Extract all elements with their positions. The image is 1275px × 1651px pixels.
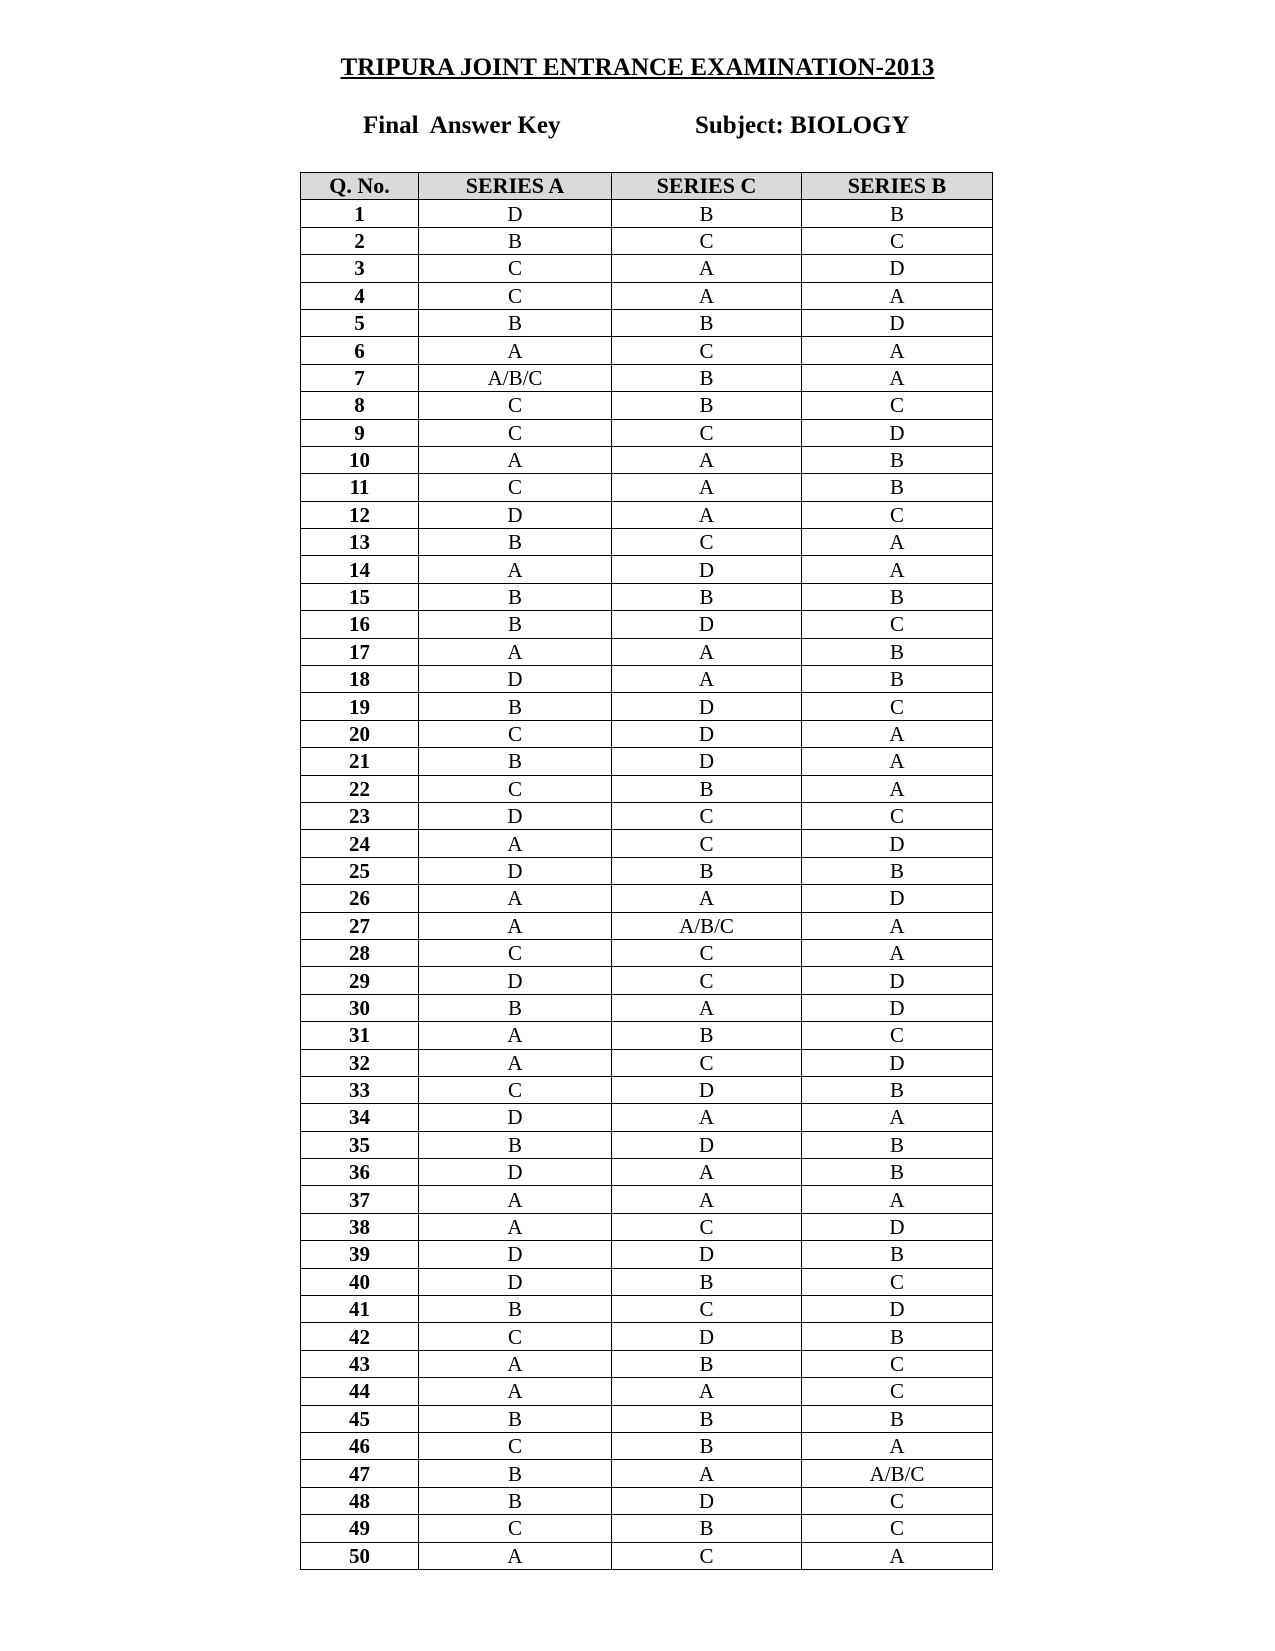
series-c-answer: A [612,1186,802,1213]
table-row [301,1405,993,1432]
series-a-answer: D [419,857,612,884]
series-b-answer: B [802,1076,993,1103]
table-row [301,1296,993,1323]
question-number: 38 [301,1213,419,1240]
table-row [301,967,993,994]
series-a-answer: B [419,529,612,556]
table-row [301,1268,993,1295]
series-a-answer: A [419,446,612,473]
series-a-answer: D [419,200,612,227]
series-a-answer: A [419,337,612,364]
series-a-answer: A [419,1350,612,1377]
series-c-answer: B [612,392,802,419]
series-c-answer: C [612,939,802,966]
series-b-answer: A [802,364,993,391]
table-row [301,474,993,501]
header-series-c: SERIES C [612,173,802,200]
series-a-answer: D [419,1159,612,1186]
series-b-answer: B [802,1323,993,1350]
question-number: 6 [301,337,419,364]
table-row [301,446,993,473]
series-c-answer: D [612,748,802,775]
table-row [301,912,993,939]
question-number: 9 [301,419,419,446]
series-b-answer: A [802,720,993,747]
table-row [301,720,993,747]
table-row [301,1131,993,1158]
series-a-answer: C [419,1076,612,1103]
question-number: 15 [301,583,419,610]
series-b-answer: D [802,885,993,912]
series-b-answer: D [802,994,993,1021]
series-a-answer: A [419,556,612,583]
series-c-answer: A/B/C [612,912,802,939]
series-a-answer: C [419,392,612,419]
question-number: 35 [301,1131,419,1158]
series-b-answer: C [802,1350,993,1377]
header-series-a: SERIES A [419,173,612,200]
series-b-answer: B [802,474,993,501]
series-b-answer: A [802,748,993,775]
series-c-answer: C [612,1296,802,1323]
series-b-answer: A [802,1542,993,1569]
question-number: 10 [301,446,419,473]
table-row [301,282,993,309]
series-c-answer: A [612,666,802,693]
series-c-answer: A [612,638,802,665]
question-number: 31 [301,1022,419,1049]
series-c-answer: C [612,967,802,994]
series-a-answer: B [419,227,612,254]
table-row [301,748,993,775]
series-a-answer: C [419,1323,612,1350]
question-number: 17 [301,638,419,665]
table-row [301,392,993,419]
series-b-answer: B [802,857,993,884]
series-a-answer: A [419,1049,612,1076]
series-c-answer: D [612,1241,802,1268]
series-a-answer: A [419,1186,612,1213]
series-c-answer: A [612,1460,802,1487]
question-number: 16 [301,611,419,638]
series-b-answer: B [802,1159,993,1186]
table-row [301,529,993,556]
question-number: 7 [301,364,419,391]
series-c-answer: D [612,1323,802,1350]
question-number: 12 [301,501,419,528]
table-row [301,501,993,528]
series-c-answer: C [612,1049,802,1076]
series-b-answer: B [802,446,993,473]
series-a-answer: A [419,1542,612,1569]
series-c-answer: C [612,1542,802,1569]
question-number: 41 [301,1296,419,1323]
series-b-answer: C [802,1515,993,1542]
question-number: 50 [301,1542,419,1569]
question-number: 20 [301,720,419,747]
question-number: 8 [301,392,419,419]
table-row [301,200,993,227]
question-number: 29 [301,967,419,994]
series-c-answer: A [612,885,802,912]
series-a-answer: C [419,1515,612,1542]
question-number: 46 [301,1432,419,1459]
question-number: 30 [301,994,419,1021]
table-row [301,419,993,446]
question-number: 23 [301,802,419,829]
table-row [301,1378,993,1405]
series-b-answer: D [802,830,993,857]
series-b-answer: A [802,775,993,802]
series-a-answer: B [419,693,612,720]
series-c-answer: C [612,1213,802,1240]
series-c-answer: D [612,611,802,638]
question-number: 4 [301,282,419,309]
series-c-answer: D [612,556,802,583]
series-b-answer: D [802,255,993,282]
series-b-answer: B [802,1241,993,1268]
series-b-answer: C [802,611,993,638]
table-row [301,1241,993,1268]
table-row [301,1350,993,1377]
series-b-answer: A [802,1432,993,1459]
question-number: 11 [301,474,419,501]
series-c-answer: B [612,364,802,391]
series-c-answer: B [612,1515,802,1542]
series-c-answer: C [612,419,802,446]
table-row [301,994,993,1021]
series-c-answer: A [612,1378,802,1405]
table-row [301,364,993,391]
series-b-answer: B [802,638,993,665]
question-number: 42 [301,1323,419,1350]
series-c-answer: B [612,1268,802,1295]
series-a-answer: C [419,282,612,309]
series-a-answer: D [419,1241,612,1268]
table-row [301,1460,993,1487]
table-row [301,638,993,665]
series-c-answer: B [612,857,802,884]
question-number: 39 [301,1241,419,1268]
table-row [301,337,993,364]
series-a-answer: A [419,638,612,665]
table-row [301,611,993,638]
question-number: 43 [301,1350,419,1377]
subject-label: Subject: BIOLOGY [695,112,910,139]
series-b-answer: D [802,419,993,446]
series-c-answer: C [612,529,802,556]
series-a-answer: B [419,994,612,1021]
series-c-answer: B [612,583,802,610]
series-a-answer: C [419,775,612,802]
series-c-answer: D [612,1487,802,1514]
answer-key-table [300,172,993,1570]
series-b-answer: C [802,1378,993,1405]
series-b-answer: D [802,1049,993,1076]
series-b-answer: B [802,583,993,610]
question-number: 3 [301,255,419,282]
series-c-answer: A [612,1159,802,1186]
answer-key-label: Final Answer Key [363,112,561,139]
series-a-answer: D [419,1268,612,1295]
question-number: 44 [301,1378,419,1405]
question-number: 14 [301,556,419,583]
series-b-answer: A [802,1186,993,1213]
question-number: 33 [301,1076,419,1103]
series-c-answer: A [612,282,802,309]
series-a-answer: D [419,1104,612,1131]
table-row [301,775,993,802]
question-number: 18 [301,666,419,693]
series-b-answer: D [802,967,993,994]
question-number: 40 [301,1268,419,1295]
table-row [301,1515,993,1542]
series-b-answer: B [802,1131,993,1158]
series-c-answer: A [612,446,802,473]
series-b-answer: B [802,200,993,227]
series-c-answer: B [612,1405,802,1432]
series-a-answer: A [419,1213,612,1240]
question-number: 34 [301,1104,419,1131]
series-c-answer: C [612,227,802,254]
series-a-answer: A [419,885,612,912]
question-number: 27 [301,912,419,939]
series-b-answer: A [802,912,993,939]
question-number: 2 [301,227,419,254]
series-a-answer: C [419,1432,612,1459]
series-b-answer: A [802,556,993,583]
document-title: TRIPURA JOINT ENTRANCE EXAMINATION-2013 [340,54,935,81]
series-a-answer: A [419,912,612,939]
question-number: 24 [301,830,419,857]
series-b-answer: A [802,529,993,556]
table-row [301,1542,993,1569]
series-a-answer: B [419,748,612,775]
question-number: 1 [301,200,419,227]
series-b-answer: A [802,1104,993,1131]
series-b-answer: C [802,802,993,829]
series-c-answer: B [612,775,802,802]
series-b-answer: C [802,1487,993,1514]
series-c-answer: C [612,802,802,829]
table-row [301,830,993,857]
series-a-answer: A/B/C [419,364,612,391]
series-b-answer: C [802,227,993,254]
series-c-answer: D [612,1131,802,1158]
series-a-answer: B [419,1405,612,1432]
table-row [301,1022,993,1049]
question-number: 36 [301,1159,419,1186]
table-row [301,227,993,254]
series-b-answer: C [802,693,993,720]
series-a-answer: D [419,501,612,528]
question-number: 47 [301,1460,419,1487]
series-b-answer: D [802,1213,993,1240]
series-a-answer: D [419,802,612,829]
question-number: 49 [301,1515,419,1542]
question-number: 37 [301,1186,419,1213]
series-a-answer: A [419,1022,612,1049]
series-a-answer: B [419,1487,612,1514]
table-row [301,885,993,912]
question-number: 26 [301,885,419,912]
series-a-answer: C [419,419,612,446]
series-b-answer: A [802,337,993,364]
question-number: 21 [301,748,419,775]
table-row [301,583,993,610]
series-a-answer: C [419,720,612,747]
table-row [301,1213,993,1240]
series-b-answer: B [802,1405,993,1432]
question-number: 25 [301,857,419,884]
question-number: 45 [301,1405,419,1432]
series-c-answer: C [612,830,802,857]
table-row [301,693,993,720]
series-c-answer: A [612,255,802,282]
series-a-answer: B [419,1296,612,1323]
table-row [301,309,993,336]
series-a-answer: B [419,309,612,336]
question-number: 48 [301,1487,419,1514]
series-c-answer: D [612,720,802,747]
table-row [301,1323,993,1350]
question-number: 19 [301,693,419,720]
header-qno: Q. No. [301,173,419,200]
question-number: 28 [301,939,419,966]
question-number: 13 [301,529,419,556]
question-number: 32 [301,1049,419,1076]
series-b-answer: C [802,392,993,419]
series-a-answer: C [419,474,612,501]
series-a-answer: C [419,939,612,966]
series-a-answer: A [419,1378,612,1405]
series-b-answer: C [802,1268,993,1295]
series-b-answer: A [802,282,993,309]
series-a-answer: B [419,1131,612,1158]
table-row [301,1076,993,1103]
table-row [301,1104,993,1131]
table-row [301,1049,993,1076]
series-b-answer: C [802,1022,993,1049]
table-row [301,666,993,693]
table-row [301,1159,993,1186]
series-a-answer: C [419,255,612,282]
series-c-answer: B [612,1022,802,1049]
series-c-answer: B [612,200,802,227]
series-b-answer: D [802,1296,993,1323]
table-row [301,857,993,884]
series-a-answer: B [419,1460,612,1487]
table-row [301,939,993,966]
series-a-answer: B [419,611,612,638]
series-b-answer: B [802,666,993,693]
series-c-answer: D [612,1076,802,1103]
table-row [301,556,993,583]
series-b-answer: C [802,501,993,528]
header-series-b: SERIES B [802,173,993,200]
series-a-answer: D [419,666,612,693]
series-a-answer: B [419,583,612,610]
series-c-answer: B [612,1432,802,1459]
series-a-answer: D [419,967,612,994]
series-c-answer: B [612,1350,802,1377]
series-c-answer: B [612,309,802,336]
series-b-answer: A [802,939,993,966]
question-number: 5 [301,309,419,336]
table-row [301,1432,993,1459]
table-header-row [301,173,993,200]
series-c-answer: A [612,501,802,528]
table-row [301,1186,993,1213]
series-a-answer: A [419,830,612,857]
series-c-answer: A [612,474,802,501]
series-c-answer: A [612,1104,802,1131]
series-b-answer: D [802,309,993,336]
question-number: 22 [301,775,419,802]
table-row [301,255,993,282]
series-c-answer: D [612,693,802,720]
table-row [301,1487,993,1514]
answer-rows [301,200,993,1570]
series-c-answer: C [612,337,802,364]
table-row [301,802,993,829]
series-b-answer: A/B/C [802,1460,993,1487]
series-c-answer: A [612,994,802,1021]
